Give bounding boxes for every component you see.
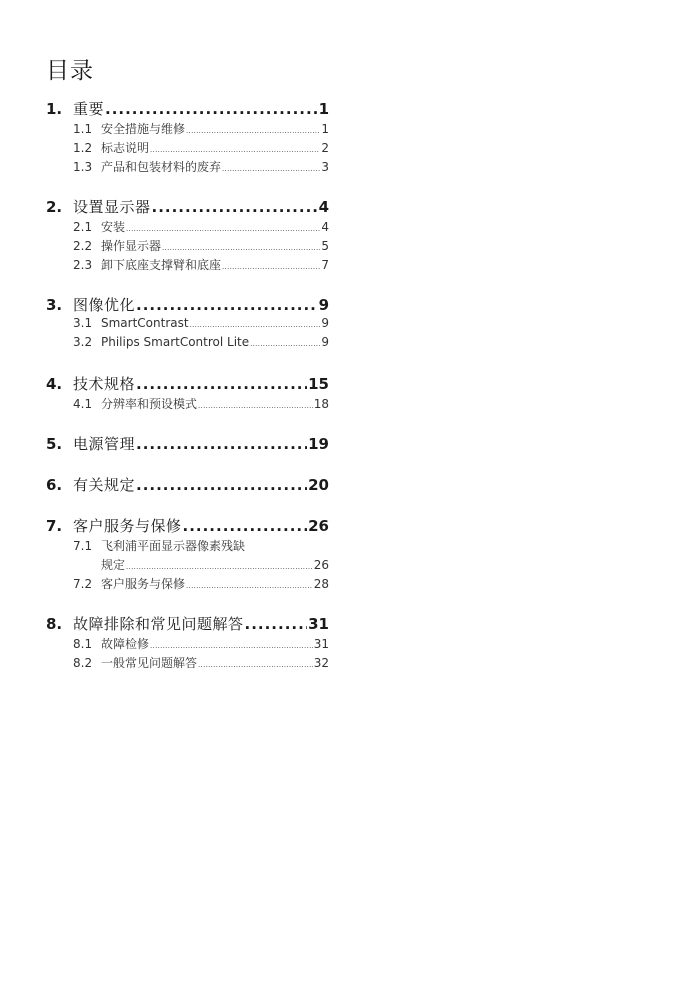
subsection-number: 1.3 xyxy=(73,160,93,174)
toc-subsection-entry[interactable] xyxy=(46,158,329,177)
subsection-page-number: 5 xyxy=(321,239,329,253)
subsection-page-number: 7 xyxy=(321,258,329,272)
toc-subsection-entry[interactable] xyxy=(46,537,329,575)
dot-leader xyxy=(222,263,320,271)
toc-section xyxy=(46,373,329,414)
subsection-page-number: 9 xyxy=(321,335,329,349)
subsection-title: 飞利浦平面显示器像素残缺 xyxy=(101,539,246,553)
toc-subsection-entry[interactable] xyxy=(46,218,329,237)
toc-subsection-entry[interactable] xyxy=(46,335,329,354)
subsection-page-number: 32 xyxy=(313,656,329,670)
section-page-number: 4 xyxy=(318,198,329,216)
subsection-number: 1.1 xyxy=(73,122,93,136)
toc-subsection-entry[interactable] xyxy=(46,654,329,673)
toc-subsection-entry[interactable] xyxy=(46,139,329,158)
dot-leader xyxy=(150,146,320,154)
section-page-number: 15 xyxy=(308,375,329,393)
dot-leader xyxy=(245,615,308,633)
dot-leader xyxy=(198,402,313,410)
subsection-page-number: 9 xyxy=(321,316,329,330)
subsection-number: 3.1 xyxy=(73,316,93,330)
toc-section-entry[interactable] xyxy=(46,613,329,635)
dot-leader xyxy=(126,563,313,571)
toc-section-entry[interactable] xyxy=(46,515,329,537)
subsection-page-number: 4 xyxy=(321,220,329,234)
section-page-number: 19 xyxy=(308,435,329,453)
toc-subsection-entry[interactable] xyxy=(46,256,329,275)
subsection-number: 1.2 xyxy=(73,141,93,155)
dot-leader xyxy=(183,517,308,535)
section-title: 客户服务与保修 xyxy=(73,517,182,535)
dot-leader xyxy=(186,582,313,590)
toc-section xyxy=(46,515,329,594)
subsection-line xyxy=(73,537,329,556)
toc-section xyxy=(46,613,329,673)
dot-leader xyxy=(190,321,321,329)
subsection-number: 7.1 xyxy=(73,539,93,553)
toc-section xyxy=(46,294,329,354)
subsection-page-number: 18 xyxy=(313,397,329,411)
subsection-page-number: 1 xyxy=(321,122,329,136)
section-number: 8. xyxy=(46,615,63,633)
dot-leader xyxy=(136,296,318,314)
subsection-page-number: 31 xyxy=(313,637,329,651)
toc-section-entry[interactable] xyxy=(46,433,329,455)
subsection-number: 2.1 xyxy=(73,220,93,234)
subsection-number: 2.2 xyxy=(73,239,93,253)
section-page-number: 26 xyxy=(308,517,329,535)
subsection-title: 安装 xyxy=(101,220,126,234)
subsection-title: 操作显示器 xyxy=(101,239,162,253)
section-number: 7. xyxy=(46,517,63,535)
subsection-title: 分辨率和预设模式 xyxy=(101,397,198,411)
subsection-number: 3.2 xyxy=(73,335,93,349)
toc-section xyxy=(46,433,329,455)
subsection-number: 8.1 xyxy=(73,637,93,651)
section-number: 6. xyxy=(46,476,63,494)
subsection-number: 7.2 xyxy=(73,577,93,591)
table-of-contents xyxy=(46,98,329,692)
toc-section-entry[interactable] xyxy=(46,474,329,496)
toc-section xyxy=(46,196,329,275)
section-title: 技术规格 xyxy=(73,375,136,393)
toc-subsection-entry[interactable] xyxy=(46,575,329,594)
subsection-title: 卸下底座支撑臂和底座 xyxy=(101,258,222,272)
section-number: 2. xyxy=(46,198,63,216)
toc-section-entry[interactable] xyxy=(46,373,329,395)
page-title: 目录 xyxy=(46,58,94,84)
subsection-title: 产品和包装材料的废弃 xyxy=(101,160,222,174)
toc-subsection-entry[interactable] xyxy=(46,316,329,335)
section-number: 5. xyxy=(46,435,63,453)
subsection-number: 8.2 xyxy=(73,656,93,670)
subsection-title-continued: 规定 xyxy=(101,558,126,572)
toc-subsection-entry[interactable] xyxy=(46,237,329,256)
subsection-page-number: 28 xyxy=(313,577,329,591)
section-page-number: 20 xyxy=(308,476,329,494)
dot-leader xyxy=(250,340,320,348)
dot-leader xyxy=(198,661,313,669)
subsection-title: 一般常见问题解答 xyxy=(101,656,198,670)
subsection-title: 客户服务与保修 xyxy=(101,577,186,591)
subsection-number: 2.3 xyxy=(73,258,93,272)
toc-section-entry[interactable] xyxy=(46,294,329,316)
subsection-title: 故障检修 xyxy=(101,637,150,651)
section-title: 有关规定 xyxy=(73,476,136,494)
toc-section-entry[interactable] xyxy=(46,98,329,120)
section-page-number: 9 xyxy=(318,296,329,314)
toc-section xyxy=(46,474,329,496)
subsection-page-number: 2 xyxy=(321,141,329,155)
subsection-title: Philips SmartControl Lite xyxy=(101,335,250,349)
dot-leader xyxy=(152,198,318,216)
dot-leader xyxy=(136,476,307,494)
subsection-title: 标志说明 xyxy=(101,141,150,155)
section-number: 1. xyxy=(46,100,63,118)
toc-subsection-entry[interactable] xyxy=(46,395,329,414)
section-title: 设置显示器 xyxy=(73,198,151,216)
dot-leader xyxy=(105,100,318,118)
toc-section xyxy=(46,98,329,177)
dot-leader xyxy=(162,244,320,252)
section-page-number: 1 xyxy=(318,100,329,118)
subsection-title: 安全措施与维修 xyxy=(101,122,186,136)
section-title: 电源管理 xyxy=(73,435,136,453)
dot-leader xyxy=(222,165,320,173)
subsection-title: SmartContrast xyxy=(101,316,189,330)
dot-leader xyxy=(186,127,320,135)
section-number: 3. xyxy=(46,296,63,314)
dot-leader xyxy=(136,435,307,453)
dot-leader xyxy=(150,642,313,650)
toc-section-entry[interactable] xyxy=(46,196,329,218)
dot-leader xyxy=(126,225,320,233)
toc-subsection-entry[interactable] xyxy=(46,635,329,654)
section-title: 图像优化 xyxy=(73,296,136,314)
toc-subsection-entry[interactable] xyxy=(46,120,329,139)
section-title: 故障排除和常见问题解答 xyxy=(73,615,244,633)
subsection-number: 4.1 xyxy=(73,397,93,411)
section-title: 重要 xyxy=(73,100,105,118)
subsection-line-continued xyxy=(73,556,329,575)
section-number: 4. xyxy=(46,375,63,393)
subsection-page-number: 26 xyxy=(313,558,329,572)
dot-leader xyxy=(136,375,307,393)
section-page-number: 31 xyxy=(308,615,329,633)
subsection-page-number: 3 xyxy=(321,160,329,174)
